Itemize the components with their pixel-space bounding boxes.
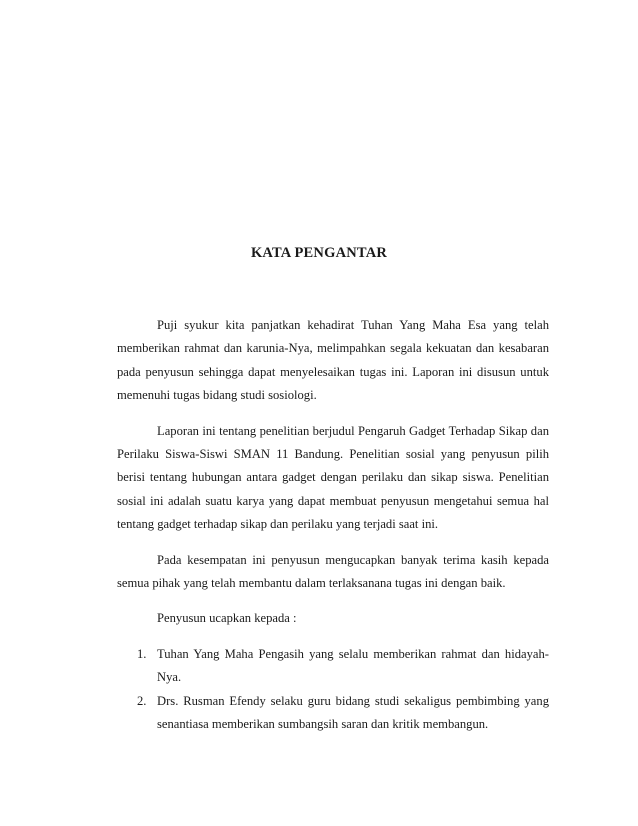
list-item-text: Drs. Rusman Efendy selaku guru bidang studi sekaligus pembimbing yang senantiasa memberikan sumbangsih saran dan kritik membangun.	[157, 693, 549, 732]
paragraph-report-description: Laporan ini tentang penelitian berjudul Pengaruh Gadget Terhadap Sikap dan Perilaku Siswa-Siswi SMAN 11 Bandung. Penelitian sosial yang penyusun pilih berisi tentang hubungan antara gadget dengan perilaku dan sikap siswa. Penelitian sosial ini adalah suatu karya yang dapat membuat penyusun mengetahui semua hal tentang gadget terhadap sikap dan perilaku yang terjadi saat ini.	[117, 423, 549, 532]
document-body	[117, 314, 549, 737]
paragraph-opening: Puji syukur kita panjatkan kehadirat Tuhan Yang Maha Esa yang telah memberikan rahmat dan karunia-Nya, melimpahkan segala kekuatan dan kesabaran pada penyusun sehingga dapat menyelesaikan tugas ini. Laporan ini disusun untuk memenuhi tugas bidang studi sosiologi.	[117, 318, 549, 403]
paragraph-thanks: Pada kesempatan ini penyusun mengucapkan banyak terima kasih kepada semua pihak yang telah membantu dalam terlaksanana tugas ini dengan baik.	[117, 552, 549, 591]
paragraph-thanks-intro: Penyusun ucapkan kepada :	[157, 611, 297, 626]
list-item-number: 1.	[137, 646, 147, 661]
thanks-list	[117, 643, 549, 737]
list-item-text: Tuhan Yang Maha Pengasih yang selalu memberikan rahmat dan hidayah-Nya.	[157, 646, 549, 685]
list-item	[117, 690, 549, 737]
list-item	[117, 643, 549, 690]
page-title: KATA PENGANTAR	[250, 245, 388, 261]
list-item-number: 2.	[137, 693, 147, 708]
